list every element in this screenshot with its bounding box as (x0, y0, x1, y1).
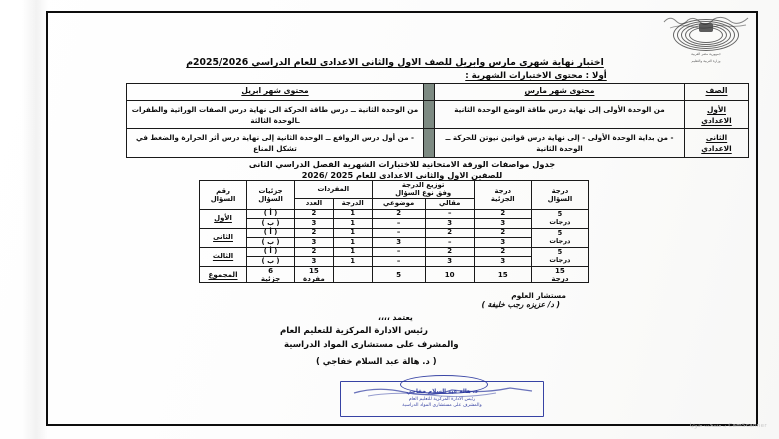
cell-q1a-essay: – (425, 209, 474, 219)
header-part-mark-line1: درجة (494, 186, 512, 195)
table-row (200, 219, 589, 229)
q3-mark-line1: 5 (557, 248, 563, 257)
header-parts (247, 181, 295, 210)
cell-gutter-2 (424, 129, 435, 157)
total-count-line1: 15 (308, 265, 319, 275)
cell-q1b-part-mark: 3 (474, 219, 531, 229)
header-parts-line2: السؤال (258, 194, 283, 203)
header-grade: الصف (685, 84, 749, 101)
total-mark-line1: 15 (554, 265, 565, 275)
cell-q3a-part-mark: 2 (474, 247, 531, 257)
header-qnum-line2: السؤال (210, 194, 236, 203)
logo-caption-line1: جمهورية مصر العربية (691, 52, 721, 57)
cell-q2b-count: 3 (295, 238, 334, 248)
header-question-mark (531, 181, 588, 210)
cell-april-2: - من أول درس الروافع ــ الوحدة الثانية إلى نهاية درس أثر الحرارة والضغط في تشكل المناع (127, 129, 424, 157)
spec-title-line2: للصفين الاول والثانى الاعدادى للعام 2025 /2026 (301, 170, 503, 181)
cell-total-part-mark: 15 (474, 266, 531, 283)
document-frame (46, 11, 758, 426)
header-qnum (200, 181, 247, 210)
header-part-mark-line2: الجزئية (490, 194, 515, 203)
table-row (200, 247, 589, 257)
cell-q2a-part-mark: 2 (474, 228, 531, 238)
q2-mark-line1: 5 (557, 229, 563, 238)
cell-q3a-essay: 2 (425, 247, 474, 257)
department-head-name: ( د. هالة عبد السلام خفاجي ) (316, 356, 437, 366)
cell-q3b-objective: – (372, 257, 425, 267)
cell-q1b-part: ( ب ) (247, 219, 295, 229)
header-question-mark-line1: درجة (551, 186, 569, 195)
cell-q3b-essay: 3 (425, 257, 474, 267)
cell-total-essay: 10 (425, 266, 474, 283)
cell-q2a-mark: 1 (333, 228, 372, 238)
cell-q3a-count: 2 (295, 247, 334, 257)
cell-q2-question-mark (531, 228, 588, 247)
cell-total-parts (247, 266, 295, 283)
header-items: المفردات (295, 181, 373, 199)
cell-q3a-mark: 1 (333, 247, 372, 257)
total-parts-line1: 6 (268, 265, 273, 275)
cell-q1b-objective: – (372, 219, 425, 229)
table-row-total (200, 266, 589, 283)
header-parts-line1: جزئيات (258, 186, 283, 195)
cell-q2a-count: 2 (295, 228, 334, 238)
total-count-line2: مفردة (303, 273, 325, 283)
header-april: محتوى شهر ابريل (127, 84, 424, 101)
total-mark-line2: درجة (551, 273, 569, 283)
q1-mark-line2: درجات (549, 217, 571, 226)
header-items-count: العدد (295, 198, 334, 209)
cell-gutter-1 (424, 101, 435, 129)
cell-grade-2 (685, 129, 749, 157)
grade-2-line1: الثانى (705, 133, 728, 143)
header-objective: موضوعي (372, 198, 425, 209)
adviser-name-label: ( د/ عزيزه رجب خليفة ) (481, 300, 560, 309)
cell-total-mark (333, 266, 372, 283)
cell-q3b-part: ( ب ) (247, 257, 295, 267)
department-head-line2: والمشرف على مستشارى المواد الدراسية (284, 340, 459, 350)
header-qnum-line1: رقم (216, 186, 230, 195)
grade-1-line2: الاعدادي (701, 116, 732, 126)
table-row (200, 209, 589, 219)
camscanner-watermark: CamScanner بـ مسحت ضوئيا (689, 423, 767, 429)
table-row (200, 228, 589, 238)
cell-q2-qnum: الثانى (200, 228, 247, 247)
q1-mark-line1: 5 (557, 210, 563, 219)
table-header-row (127, 84, 749, 101)
cell-q1-qnum: الأول (200, 209, 247, 228)
cell-q1a-objective: 2 (372, 209, 425, 219)
cell-march-2: - من بداية الوحدة الأولى - إلى نهاية درس قوانين نيوتن للحركة ــ الوحدة الثانية (435, 129, 685, 157)
q3-mark-line2: درجات (549, 255, 571, 264)
total-parts-line2: جزئية (260, 273, 281, 283)
cell-q3b-part-mark: 3 (474, 257, 531, 267)
logo-caption-line2: وزارة التربية والتعليم (691, 59, 721, 63)
q2-mark-line2: درجات (549, 236, 571, 245)
cell-total-count (295, 266, 334, 283)
stamp-line2: رئيس الادارة المركزية للتعليم العام (408, 396, 476, 402)
cell-q2b-objective: 3 (372, 238, 425, 248)
stamp-line3: والمشرف على مستشارى المواد الدراسية (402, 402, 482, 408)
table-row (127, 129, 749, 157)
cell-q3b-count: 3 (295, 257, 334, 267)
cell-q1a-count: 2 (295, 209, 334, 219)
cell-q1a-part: ( أ ) (247, 209, 295, 219)
cell-total-question-mark (531, 266, 588, 283)
header-distribution (372, 181, 474, 199)
table-row (127, 101, 749, 129)
cell-q1b-count: 3 (295, 219, 334, 229)
spec-table-heading (198, 159, 606, 181)
cell-grade-1 (685, 101, 749, 129)
page-title: اختبار نهاية شهرى مارس وابريل للصف الاول والثانى الاعدادى للعام الدراسي 2025/2026م (186, 57, 604, 68)
adviser-role-label: مستشار العلوم (511, 291, 566, 300)
cell-q2b-part-mark: 3 (474, 238, 531, 248)
header-items-mark: الدرجة (333, 198, 372, 209)
header-gutter (424, 84, 435, 101)
header-march: محتوى شهر مارس (435, 84, 685, 101)
handwritten-signature-icon (660, 13, 756, 31)
cell-q2a-essay: 2 (425, 228, 474, 238)
table-row (200, 257, 589, 267)
exam-specification-table (199, 180, 589, 283)
cell-march-1: من الوحدة الأولى إلى نهاية درس طاقة الوضع الوحدة الثانية (435, 101, 685, 129)
header-part-mark (474, 181, 531, 210)
approval-word-label: يعتمد ،،،، (378, 313, 413, 322)
cell-q2a-part: ( أ ) (247, 228, 295, 238)
cell-q3-qnum: الثالث (200, 247, 247, 266)
department-head-line1: رئيس الادارة المركزية للتعليم العام (280, 326, 428, 336)
section-heading-monthly-content: أولا : محتوى الاختبارات الشهرية : (465, 71, 607, 81)
cell-q1b-essay: 3 (425, 219, 474, 229)
cell-q1a-part-mark: 2 (474, 209, 531, 219)
cell-q2b-part: ( ب ) (247, 238, 295, 248)
cell-q3-question-mark (531, 247, 588, 266)
grade-1-line1: الأول (706, 105, 727, 114)
cell-q3a-objective: – (372, 247, 425, 257)
spec-title-line1: جدول مواصفات الورقة الامتحانية للاختبارات الشهرية الفصل الدراسي الثانى (248, 159, 556, 169)
stamp-line1: د. هالة عبد السلام خفاجي (406, 389, 478, 396)
header-question-mark-line2: السؤال (547, 194, 573, 203)
header-distribution-line2: وفق نوع السؤال (395, 189, 452, 198)
cell-q3b-mark: 1 (333, 257, 372, 267)
cell-total-label: المجموع (200, 266, 247, 283)
header-distribution-line1: توزيع الدرجة (401, 181, 445, 189)
cell-q1a-mark: 1 (333, 209, 372, 219)
spec-header-row-1 (200, 181, 589, 199)
cell-april-1: من الوحدة الثانية ــ درس طاقة الحركة الى نهاية درس الصفات الوراثية والطفرات ـالوحدة الثالثة (127, 101, 424, 129)
cell-q1b-mark: 1 (333, 219, 372, 229)
cell-q2b-essay: – (425, 238, 474, 248)
cell-q3a-part: ( أ ) (247, 247, 295, 257)
table-row (200, 238, 589, 248)
header-essay: مقالي (425, 198, 474, 209)
monthly-content-table (126, 83, 749, 158)
cell-q1-question-mark (531, 209, 588, 228)
cell-total-objective: 5 (372, 266, 425, 283)
stamp-signature-swash-icon (348, 385, 538, 397)
grade-2-line2: الاعدادي (701, 144, 732, 154)
cell-q2b-mark: 1 (333, 238, 372, 248)
cell-q2a-objective: – (372, 228, 425, 238)
